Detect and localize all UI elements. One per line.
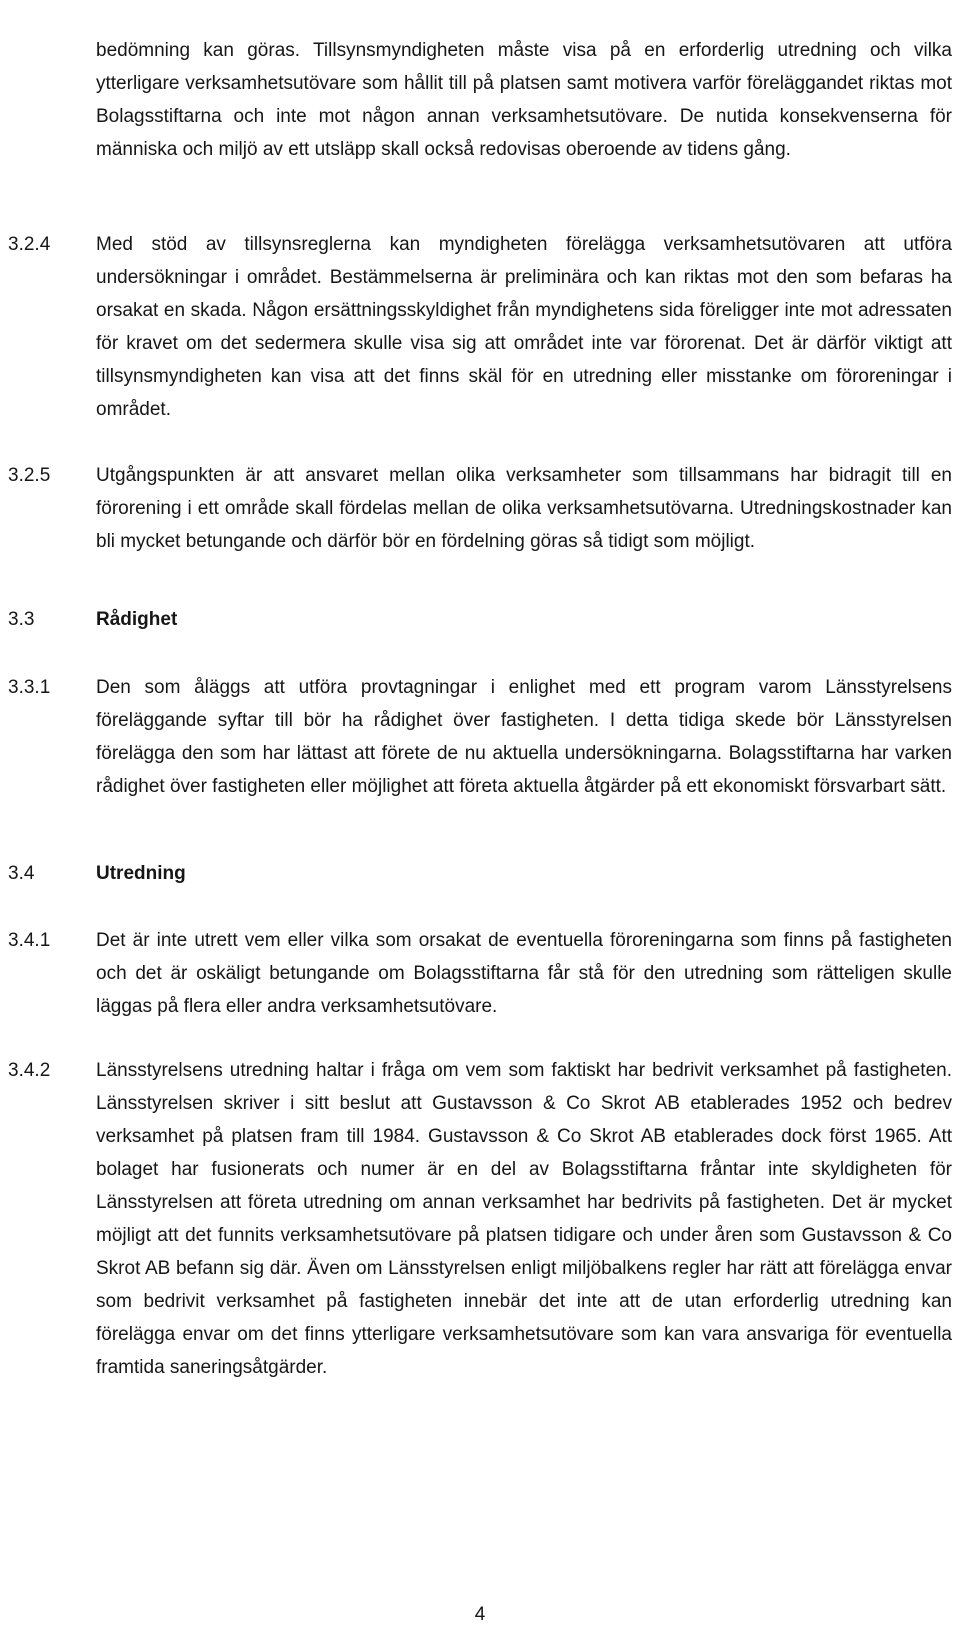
- section-number-3-2-5: 3.2.5: [8, 465, 51, 486]
- section-number-3-3-1: 3.3.1: [8, 677, 51, 698]
- page-number: 4: [474, 1604, 486, 1625]
- section-number-3-2-4: 3.2.4: [8, 234, 51, 255]
- heading-utredning: Utredning: [96, 863, 186, 884]
- heading-number-3-3: 3.3: [8, 609, 35, 630]
- section-number-3-4-2: 3.4.2: [8, 1060, 51, 1081]
- section-paragraph-3-4-2: Länsstyrelsens utredning haltar i fråga om vem som faktiskt har bedrivit verksamhet på fastigheten. Länsstyrelsen skriver i sitt beslut att Gustavsson & Co Skrot AB etablerades 1952 och bedrev verksamhet på platsen fram till 1984. Gustavsson & Co Skrot AB etablerades dock först 1965. Att bolaget har fusionerats och numer är en del av Bolagsstiftarna fråntar inte skyldigheten för Länsstyrelsen att företa utredning om annan verksamhet har bedrivits på fastigheten. Det är mycket möjligt att det funnits verksamhetsutövare på platsen tidigare och under åren som Gustavsson & Co Skrot AB befann sig där. Även om Länsstyrelsen enligt miljöbalkens regler har rätt att förelägga envar som bedrivit verksamhet på fastigheten innebär det inte att de utan erforderlig utredning kan förelägga envar om det finns ytterligare verksamhetsutövare som kan vara ansvariga för eventuella framtida saneringsåtgärder.: [96, 1060, 952, 1378]
- section-paragraph-3-2-5: Utgångspunkten är att ansvaret mellan olika verksamheter som tillsammans har bidragit till en förorening i ett område skall fördelas mellan de olika verksamhetsutövarna. Utredningskostnader kan bli mycket betungande och därför bör en fördelning göras så tidigt som möjligt.: [96, 465, 952, 552]
- heading-radighet: Rådighet: [96, 609, 178, 630]
- intro-paragraph: bedömning kan göras. Tillsynsmyndigheten måste visa på en erforderlig utredning och vilka ytterligare verksamhetsutövare som hållit till på platsen samt motivera varför föreläggandet riktas mot Bolagsstiftarna och inte mot någon annan verksamhetsutövare. De nutida konsekvenserna för människa och miljö av ett utsläpp skall också redovisas oberoende av tidens gång.: [96, 40, 952, 160]
- section-number-3-4-1: 3.4.1: [8, 930, 51, 951]
- section-paragraph-3-4-1: Det är inte utrett vem eller vilka som orsakat de eventuella föroreningarna som finns på fastigheten och det är oskäligt betungande om Bolagsstiftarna får stå för den utredning som rätteligen skulle läggas på flera eller andra verksamhetsutövare.: [96, 930, 952, 1017]
- heading-number-3-4: 3.4: [8, 863, 35, 884]
- section-paragraph-3-2-4: Med stöd av tillsynsreglerna kan myndigheten förelägga verksamhetsutövaren att utföra undersökningar i området. Bestämmelserna är preliminära och kan riktas mot den som befaras ha orsakat en skada. Någon ersättningsskyldighet från myndighetens sida föreligger inte mot adressaten för kravet om det sedermera skulle visa sig att området inte var förorenat. Det är därför viktigt att tillsynsmyndigheten kan visa att det finns skäl för en utredning eller misstanke om föroreningar i området.: [96, 234, 952, 420]
- section-paragraph-3-3-1: Den som åläggs att utföra provtagningar i enlighet med ett program varom Länsstyrelsens föreläggande syftar till bör ha rådighet över fastigheten. I detta tidiga skede bör Länsstyrelsen förelägga den som har lättast att förete de nu aktuella undersökningarna. Bolagsstiftarna har varken rådighet över fastigheten eller möjlighet att företa aktuella åtgärder på ett ekonomiskt försvarbart sätt.: [96, 677, 952, 797]
